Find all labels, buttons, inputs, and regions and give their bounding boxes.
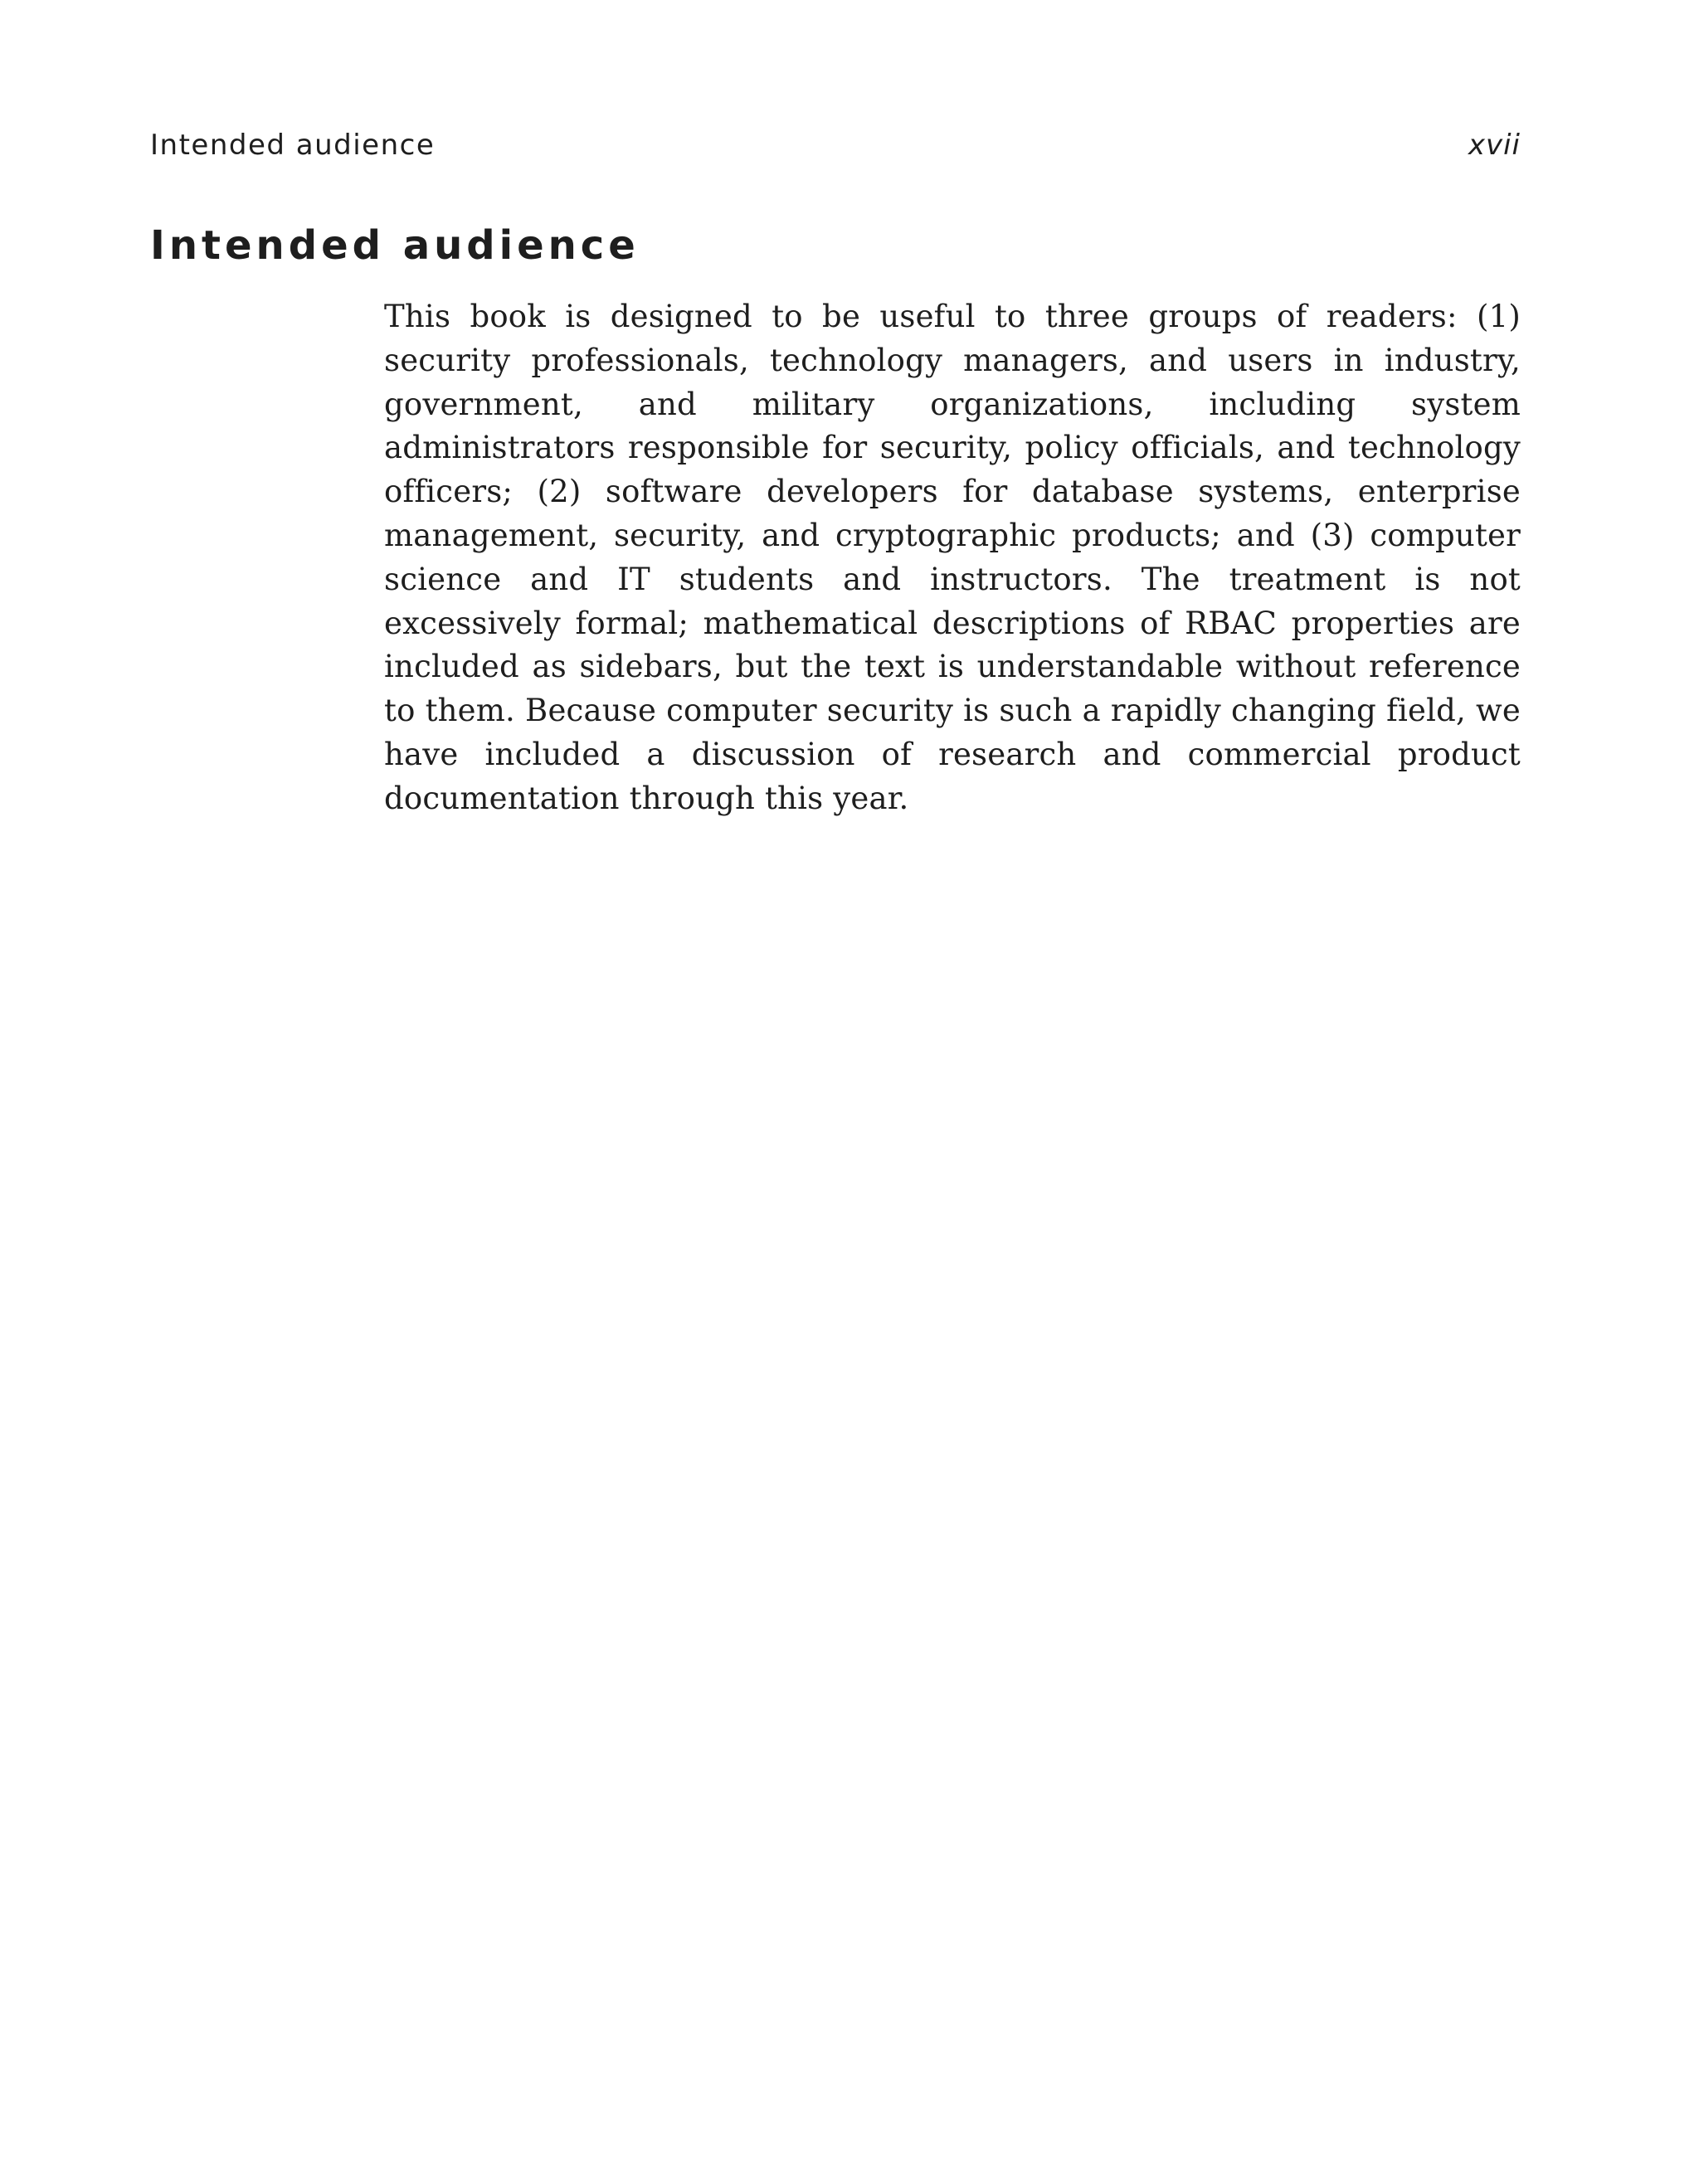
body-paragraph: This book is designed to be useful to three groups of readers: (1) security professionals, technology managers, and users in industry, government, and military organizations, including system administrators responsible for security, policy officials, and technology officers; (2) software developers for database systems, enterprise management, security, and cryptographic products; and (3) computer science and IT students and instructors. The treatment is not excessively formal; mathematical descriptions of RBAC properties are included as sidebars, but the text is understandable without reference to them. Because computer security is such a rapidly changing field, we have included a discussion of research and commercial product documentation through this year. xyxy=(384,299,1521,816)
running-header-title: Intended audience xyxy=(150,129,436,162)
page-number: xvii xyxy=(1468,129,1521,162)
section-heading: Intended audience xyxy=(150,222,640,269)
running-header xyxy=(150,124,1521,166)
